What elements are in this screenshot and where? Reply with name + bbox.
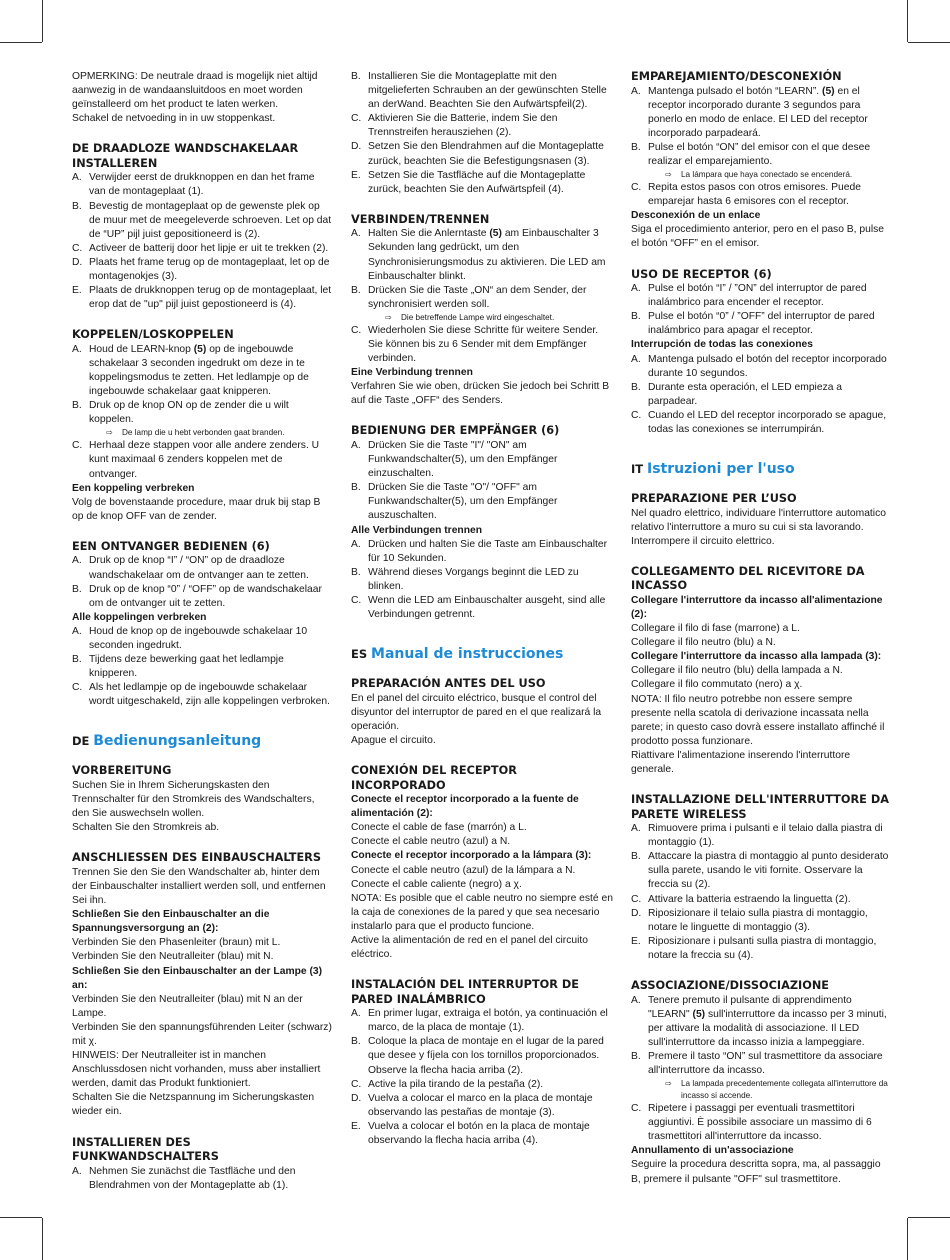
sub-heading: Desconexión de un enlace	[631, 210, 761, 222]
column-3	[631, 70, 893, 1187]
paragraph: Collegare il filo di fase (marrone) a L.	[631, 623, 800, 635]
list-item: C. Wiederholen Sie diese Schritte für weitere Sender. Sie können bis zu 6 Sender mit dem Empfänger verbinden.	[351, 324, 599, 365]
section-heading: VERBINDEN/TRENNEN	[351, 212, 490, 226]
language-title: DE Bedienungsanleitung	[72, 733, 262, 750]
list-item: B. Durante esta operación, el LED empieza a parpadear.	[631, 381, 843, 407]
list-item: A. Pulse el botón “I” / ”ON” del interruptor de pared inalámbrico para encender el receptor.	[631, 283, 867, 309]
list-item: E. Plaats de drukknoppen terug op de montageplaat, let erop dat de "up" pijl juist gepostioneerd is (4).	[72, 285, 332, 311]
sub-heading: Interrupción de todas las conexiones	[631, 339, 813, 351]
list-item: C. Als het ledlampje op de ingebouwde schakelaar wordt uitgeschakeld, zijn alle koppelingen verbroken.	[72, 682, 330, 708]
paragraph: Verfahren Sie wie oben, drücken Sie jedoch bei Schritt B auf die Taste „OFF“ des Senders.	[351, 381, 610, 407]
list-item: C. Attivare la batteria estraendo la linguetta (2).	[631, 893, 851, 905]
paragraph: Collegare il filo neutro (blu) a N.	[631, 637, 776, 649]
section-heading: INSTALACIÓN DEL INTERRUPTOR DE PARED INALÁMBRICO	[351, 978, 579, 1006]
list-item: C. Ripetere i passaggi per eventuali trasmettitori aggiuntivi. È possibile associare un massimo di 6 trasmettitori all'interruttore da incasso.	[631, 1103, 872, 1143]
paragraph: Conecte el cable caliente (negro) a χ.	[351, 878, 522, 890]
paragraph: Trennen Sie den Sie den Wandschalter ab, hinter dem der Einbauschalter installiert werden soll, und entfernen Sei ihn.	[72, 866, 326, 907]
nl-note-text: OPMERKING: De neutrale draad is mogelijk niet altijd aanwezig in de wandaansluitdoos en moet worden geïnstalleerd om het product te laten werken.	[72, 71, 318, 111]
paragraph: NOTA: Es posible que el cable neutro no siempre esté en la caja de conexiones de la pared y que sea necesario instalarlo para que el producto funcione.	[351, 892, 613, 932]
list-item: B. Installieren Sie die Montageplatte mit den mitgelieferten Schrauben an der gewünschten Stelle an derWand. Beachten Sie den Aufwärtspfeil(2).	[351, 71, 607, 111]
sub-heading: Schließen Sie den Einbauschalter an der Lampe (3) an:	[72, 965, 323, 991]
section-heading: EMPAREJAMIENTO/DESCONEXIÓN	[631, 70, 842, 83]
paragraph: Collegare il filo neutro (blu) della lampada a N.	[631, 665, 843, 677]
list-item: B. Drücken Sie die Taste "O"/ "OFF" am Funkwandschalter(5), um den Empfänger auszuschalten.	[351, 482, 558, 522]
arrow-icon: ⇨	[106, 428, 113, 438]
crop-mark	[0, 1217, 42, 1218]
sub-heading: Collegare l'interruttore da incasso all'alimentazione (2):	[631, 594, 883, 620]
list-item: D. Plaats het frame terug op de montageplaat, let op de montagenokjes (3).	[72, 256, 330, 283]
sub-heading: Schließen Sie den Einbauschalter an die Spannungsversorgung an (2):	[72, 909, 270, 935]
list-item: A. Halten Sie die Anlerntaste (5) am Einbauschalter 3 Sekunden lang gedrückt, um den Synchronisierungsmodus zu aktivieren. Die LED am Einbauschalter blinkt.	[351, 228, 606, 282]
list-item: A. Druk op de knop “I” / “ON” op de draadloze wandschakelaar om de ontvanger aan te zetten.	[72, 555, 309, 581]
paragraph: HINWEIS: Der Neutralleiter ist in manchen Anschlussdosen nicht vorhanden, muss aber installiert werden, damit das Produkt funktioniert.	[72, 1050, 321, 1090]
paragraph: Siga el procedimiento anterior, pero en el paso B, pulse el botón “OFF” en el emisor.	[631, 224, 885, 250]
list-item: A. Houd de LEARN-knop (5) op de ingebouwde schakelaar 3 seconden ingedrukt om deze in te koppelingsmodus te zetten. Het ledlampje op de ingebouwde schakelaar gaat knipperen.	[72, 343, 309, 398]
language-title: IT Istruzioni per l'uso	[631, 461, 795, 478]
list-item: B. Pulse el botón “0” / ”OFF” del interruptor de pared inalámbrico para apagar el receptor.	[631, 311, 875, 337]
paragraph: Verbinden Sie den Phasenleiter (braun) mit L.	[72, 937, 281, 949]
arrow-icon: ⇨	[665, 1079, 672, 1089]
paragraph: Apague el circuito.	[351, 734, 436, 746]
paragraph: Collegare il filo commutato (nero) a χ.	[631, 679, 803, 691]
sub-heading: Conecte el receptor incorporado a la lámpara (3):	[351, 850, 592, 862]
list-item: B. Premere il tasto “ON” sul trasmettitore da associare all'interruttore da incasso.	[631, 1050, 883, 1076]
list-item: C. Active la pila tirando de la pestaña (2).	[351, 1078, 544, 1090]
list-item: B. Attaccare la piastra di montaggio al punto desiderato sulla parete, usando le viti fornite. Osservare la freccia su (2).	[631, 851, 889, 891]
list-item: A. Mantenga pulsado el botón “LEARN”. (5) en el receptor incorporado durante 3 segundos para ponerlo en modo de enlace. El LED del receptor incorporado parpadeará.	[631, 85, 868, 139]
paragraph: Nel quadro elettrico, individuare l'interruttore automatico relativo l'interruttore a muro su cui si sta lavorando.	[631, 507, 886, 533]
section-heading: ANSCHLIESSEN DES EINBAUSCHALTERS	[72, 851, 321, 865]
paragraph: Schalten Sie den Stromkreis ab.	[72, 822, 220, 834]
crop-mark	[42, 1218, 43, 1260]
sub-heading: Collegare l'interruttore da incasso alla lampada (3):	[631, 651, 882, 663]
paragraph: En el panel del circuito eléctrico, busque el control del disyuntor del interruptor de pared en el que realizará la operación.	[351, 692, 602, 732]
list-item: A. En primer lugar, extraiga el botón, ya continuación el marco, de la placa de montaje (1).	[351, 1008, 608, 1034]
section-heading: COLLEGAMENTO DEL RICEVITORE DA INCASSO	[631, 564, 865, 593]
section-heading: BEDIENUNG DER EMPFÄNGER (6)	[351, 424, 560, 438]
list-item: B. Während dieses Vorgangs beginnt die LED zu blinken.	[351, 566, 579, 592]
section-heading: INSTALLIEREN DES FUNKWANDSCHALTERS	[72, 1135, 219, 1164]
list-item: B. Pulse el botón “ON” del emisor con el que desee realizar el emparejamiento.	[631, 141, 871, 167]
list-item: D. Vuelva a colocar el marco en la placa de montaje observando las pestañas de montaje (3).	[351, 1092, 593, 1118]
list-item: C. Wenn die LED am Einbauschalter ausgeht, sind alle Verbindungen getrennt.	[351, 595, 606, 621]
list-item: A. Nehmen Sie zunächst die Tastfläche und den Blendrahmen von der Montageplatte ab (1).	[72, 1165, 296, 1191]
sub-heading: Een koppeling verbreken	[72, 482, 195, 494]
column-2	[351, 70, 613, 1148]
list-item: E. Setzen Sie die Tastfläche auf die Montageplatte zurück, beachten Sie den Aufwärtspfeil (4).	[351, 169, 586, 195]
list-item: E. Vuelva a colocar el botón en la placa de montaje observando la flecha hacia arriba (4).	[351, 1120, 590, 1147]
section-heading: CONEXIÓN DEL RECEPTOR INCORPORADO	[351, 764, 517, 792]
arrow-icon: ⇨	[385, 312, 392, 322]
list-item: B. Druk op de knop “0” / “OFF” op de wandschakelaar om de ontvanger uit te zetten.	[72, 583, 322, 609]
paragraph: Verbinden Sie den Neutralleiter (blau) mit N.	[72, 951, 274, 963]
crop-mark	[907, 1218, 908, 1260]
crop-mark	[908, 1217, 950, 1218]
list-item: C. Cuando el LED del receptor incorporado se apague, todas las conexiones se interrumpirán.	[631, 409, 887, 435]
crop-mark	[0, 42, 42, 43]
paragraph: Conecte el cable de fase (marrón) a L.	[351, 822, 527, 834]
list-item: C. Herhaal deze stappen voor alle andere zenders. U kunt maximaal 6 zenders koppelen met de ontvanger.	[72, 440, 320, 480]
list-item: A. Mantenga pulsado el botón del receptor incorporado durante 10 segundos.	[631, 353, 887, 379]
list-item: B. Drücken Sie die Taste „ON“ an dem Sender, der synchronisiert werden soll.	[351, 284, 587, 310]
list-item: C. Repita estos pasos con otros emisores. Puede emparejar hasta 6 emisores con el receptor.	[631, 182, 861, 208]
paragraph: Verbinden Sie den Neutralleiter (blau) mit N an der Lampe.	[72, 993, 303, 1019]
sub-heading: Conecte el receptor incorporado a la fuente de alimentación (2):	[351, 794, 579, 820]
list-item: B. Coloque la placa de montaje en el lugar de la pared que desee y fíjela con los tornillos proporcionados. Observe la flecha hacia arriba (2).	[351, 1036, 604, 1076]
paragraph: Interrompere il circuito elettrico.	[631, 535, 775, 547]
list-item: A. Drücken und halten Sie die Taste am Einbauschalter für 10 Sekunden.	[351, 538, 608, 564]
paragraph: Conecte el cable neutro (azul) a N.	[351, 836, 511, 848]
crop-mark	[908, 42, 950, 43]
section-heading: PREPARACIÓN ANTES DEL USO	[351, 677, 546, 691]
section-heading: VORBEREITUNG	[72, 764, 172, 778]
sub-heading: Annullamento di un'associazione	[631, 1145, 794, 1157]
paragraph: Conecte el cable neutro (azul) de la lámpara a N.	[351, 864, 576, 876]
paragraph: NOTA: Il filo neutro potrebbe non essere sempre presente nella scatola di derivazione incassata nella parete; in questo caso dovrà essere installato affinché il prodotto possa funzionare.	[631, 693, 885, 747]
section-heading: KOPPELEN/LOSKOPPELEN	[72, 328, 234, 342]
crop-mark	[42, 0, 43, 42]
section-heading: INSTALLAZIONE DELL'INTERRUTTORE DA PARETE WIRELESS	[631, 793, 889, 821]
section-heading: USO DE RECEPTOR (6)	[631, 267, 772, 281]
list-item: A. Drücken Sie die Taste "I"/ "ON" am Funkwandschalter(5), um den Empfänger einzuschalten.	[351, 439, 558, 480]
paragraph: Active la alimentación de red en el panel del circuito eléctrico.	[351, 935, 588, 961]
sub-heading: Alle koppelingen verbreken	[72, 611, 207, 623]
arrow-note: ⇨ La lampada precedentemente collegata all'interruttore da incasso si accende.	[665, 1079, 888, 1101]
list-item: A. Rimuovere prima i pulsanti e il telaio dalla piastra di montaggio (1).	[631, 823, 883, 849]
language-title: ES Manual de instrucciones	[351, 646, 564, 663]
list-item: E. Riposizionare i pulsanti sulla piastra di montaggio, notare la freccia su (4).	[631, 935, 877, 961]
section-heading: PREPARAZIONE PER L’USO	[631, 492, 797, 506]
paragraph: Volg de bovenstaande procedure, maar druk bij stap B op de knop OFF van de zender.	[72, 496, 321, 522]
list-item: B. Tijdens deze bewerking gaat het ledlampje knipperen.	[72, 654, 284, 680]
list-item: C. Activeer de batterij door het lipje er uit te trekken (2).	[72, 242, 329, 254]
arrow-note: ⇨ Die betreffende Lampe wird eingeschaltet.	[385, 312, 555, 322]
list-item: C. Aktivieren Sie die Batterie, indem Sie den Trennstreifen herausziehen (2).	[351, 113, 558, 139]
list-item: B. Druk op de knop ON op de zender die u wilt koppelen.	[72, 400, 289, 426]
paragraph: Riattivare l'alimentazione inserendo l'interruttore generale.	[631, 749, 851, 775]
paragraph: Verbinden Sie den spannungsführenden Leiter (schwarz) mit χ.	[72, 1021, 332, 1047]
list-item: A. Houd de knop op de ingebouwde schakelaar 10 seconden ingedrukt.	[72, 625, 308, 651]
section-heading: EEN ONTVANGER BEDIENEN (6)	[72, 539, 270, 553]
sub-heading: Alle Verbindungen trennen	[351, 524, 483, 536]
list-item: D. Setzen Sie den Blendrahmen auf die Montageplatte zurück, beachten Sie die Befestigungsnasen (3).	[351, 141, 604, 167]
section-heading: DE DRAADLOZE WANDSCHAKELAAR INSTALLEREN	[72, 142, 299, 170]
arrow-icon: ⇨	[665, 170, 672, 180]
paragraph: Schalten Sie die Netzspannung im Sicherungskasten wieder ein.	[72, 1092, 315, 1118]
list-item: A. Verwijder eerst de drukknoppen en dan het frame van de montageplaat (1).	[72, 172, 315, 198]
list-item: B. Bevestig de montageplaat op de gewenste plek op de muur met de meegeleverde schroeven. Let op dat de “UP” pijl juist gepositioneerd is (2).	[72, 200, 332, 240]
crop-mark	[907, 0, 908, 42]
sub-heading: Eine Verbindung trennen	[351, 367, 473, 379]
list-item: D. Riposizionare il telaio sulla piastra di montaggio, notare le linguette di montaggio (3).	[631, 907, 868, 933]
paragraph: Seguire la procedura descritta sopra, ma, al passaggio B, premere il pulsante "OFF" sul trasmettitore.	[631, 1159, 881, 1185]
arrow-note: ⇨ De lamp die u hebt verbonden gaat branden.	[106, 428, 285, 438]
arrow-note: ⇨ La lámpara que haya conectado se encenderá.	[665, 170, 853, 180]
nl-note-text-2: Schakel de netvoeding in in uw stoppenkast.	[72, 113, 276, 125]
section-heading: ASSOCIAZIONE/DISSOCIAZIONE	[631, 979, 829, 992]
column-1	[72, 70, 332, 1193]
list-item: A. Tenere premuto il pulsante di apprendimento "LEARN" (5) sull'interruttore da incasso per 3 minuti, per attivare la modalità di associazione. Il LED sull'interruttore da incasso inizia a lampeggiare.	[631, 994, 887, 1048]
paragraph: Suchen Sie in Ihrem Sicherungskasten den Trennschalter für den Stromkreis des Wandschalters, den Sie auswechseln wollen.	[72, 779, 315, 820]
